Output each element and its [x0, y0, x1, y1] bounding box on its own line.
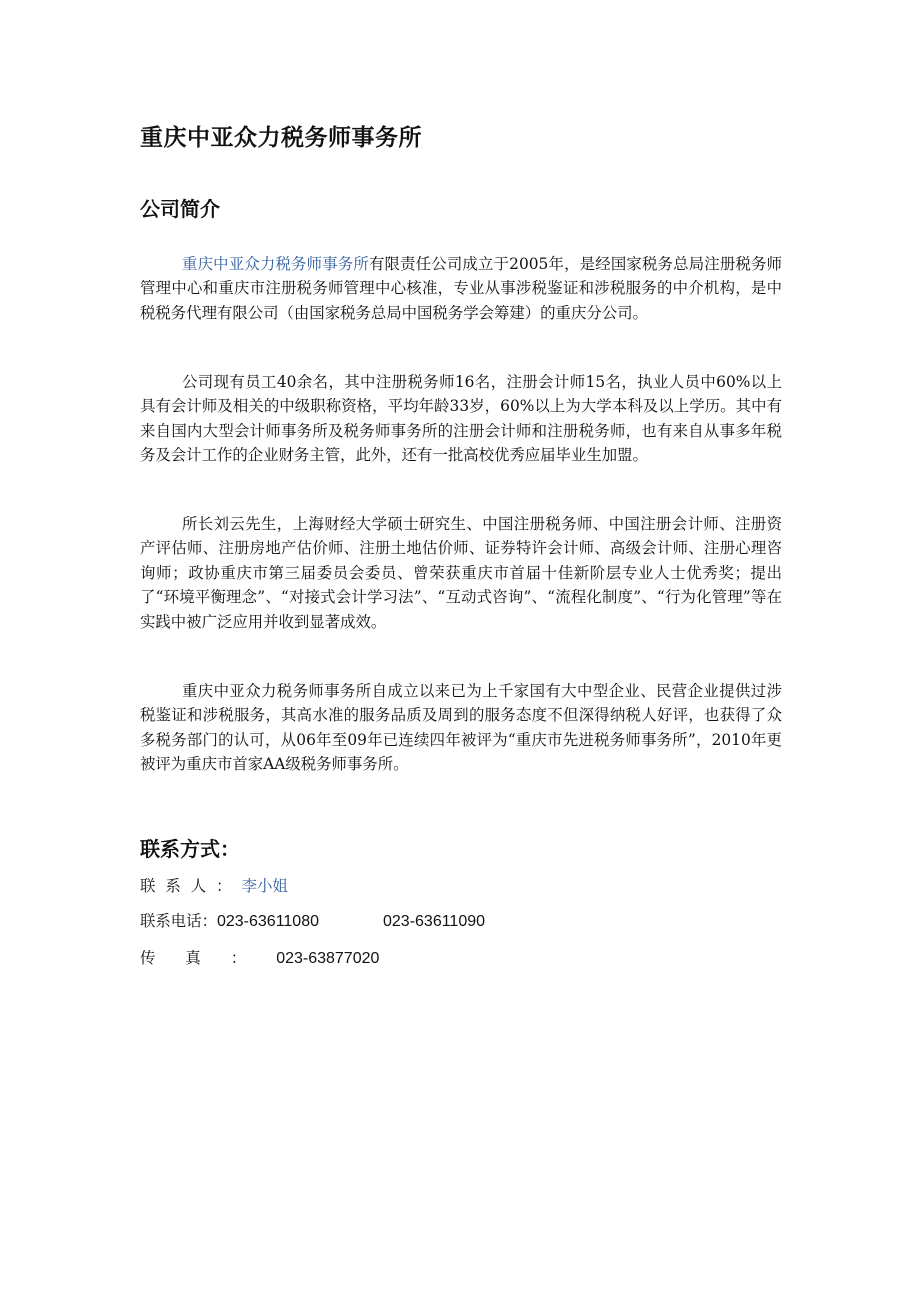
contact-person-row	[140, 874, 288, 898]
company-intro-heading: 公司简介	[140, 197, 220, 221]
contact-fax-row	[140, 946, 379, 971]
intro-paragraph-3: 所长刘云先生，上海财经大学硕士研究生、中国注册税务师、中国注册会计师、注册资产评估师、注册房地产估价师、注册土地估价师、证券特许会计师、高级会计师、注册心理咨询师；政协重庆市第三届委员会委员、曾荣获重庆市首届十佳新阶层专业人士优秀奖；提出了“环境平衡理念”、“对接式会计学习法”、“互动式咨询”、“流程化制度”、“行为化管理”等在实践中被广泛应用并收到显著成效。	[140, 515, 782, 631]
intro-paragraph-1	[140, 252, 782, 325]
contact-person-label: 联系人：	[140, 877, 242, 895]
intro-paragraph-4: 重庆中亚众力税务师事务所自成立以来已为上千家国有大中型企业、民营企业提供过涉税鉴证和涉税服务，其高水准的服务品质及周到的服务态度不但深得纳税人好评，也获得了众多税务部门的认可，从06年至09年已连续四年被评为“重庆市先进税务师事务所”，2010年更被评为重庆市首家AA级税务师事务所。	[140, 682, 782, 774]
contact-fax-value: 023-63877020	[276, 950, 380, 967]
contact-phone-row	[140, 909, 485, 934]
intro-paragraph-2: 公司现有员工40余名，其中注册税务师16名，注册会计师15名，执业人员中60%以上具有会计师及相关的中级职称资格，平均年龄33岁，60%以上为大学本科及以上学历。其中有来自国内大型会计师事务所及税务师事务所的注册会计师和注册税务师，也有来自从事多年税务及会计工作的企业财务主管，此外，还有一批高校优秀应届毕业生加盟。	[140, 373, 782, 465]
contact-phone-2: 023-63611090	[383, 913, 486, 930]
contact-heading: 联系方式：	[140, 837, 240, 861]
intro-paragraph-1-text: 有限责任公司成立于2005年，是经国家税务总局注册税务师管理中心和重庆市注册税务师管理中心核准，专业从事涉税鉴证和涉税服务的中介机构，是中税税务代理有限公司（由国家税务总局中国税务学会筹建）的重庆分公司。	[140, 255, 782, 322]
document-title: 重庆中亚众力税务师事务所	[140, 125, 422, 151]
contact-phone-1: 023-63611080	[216, 913, 319, 930]
company-name-link[interactable]: 重庆中亚众力税务师事务所	[182, 255, 369, 273]
contact-fax-label: 传真：	[140, 949, 277, 967]
contact-person-value[interactable]: 李小姐	[241, 877, 288, 895]
contact-phone-label: 联系电话：	[140, 912, 217, 930]
